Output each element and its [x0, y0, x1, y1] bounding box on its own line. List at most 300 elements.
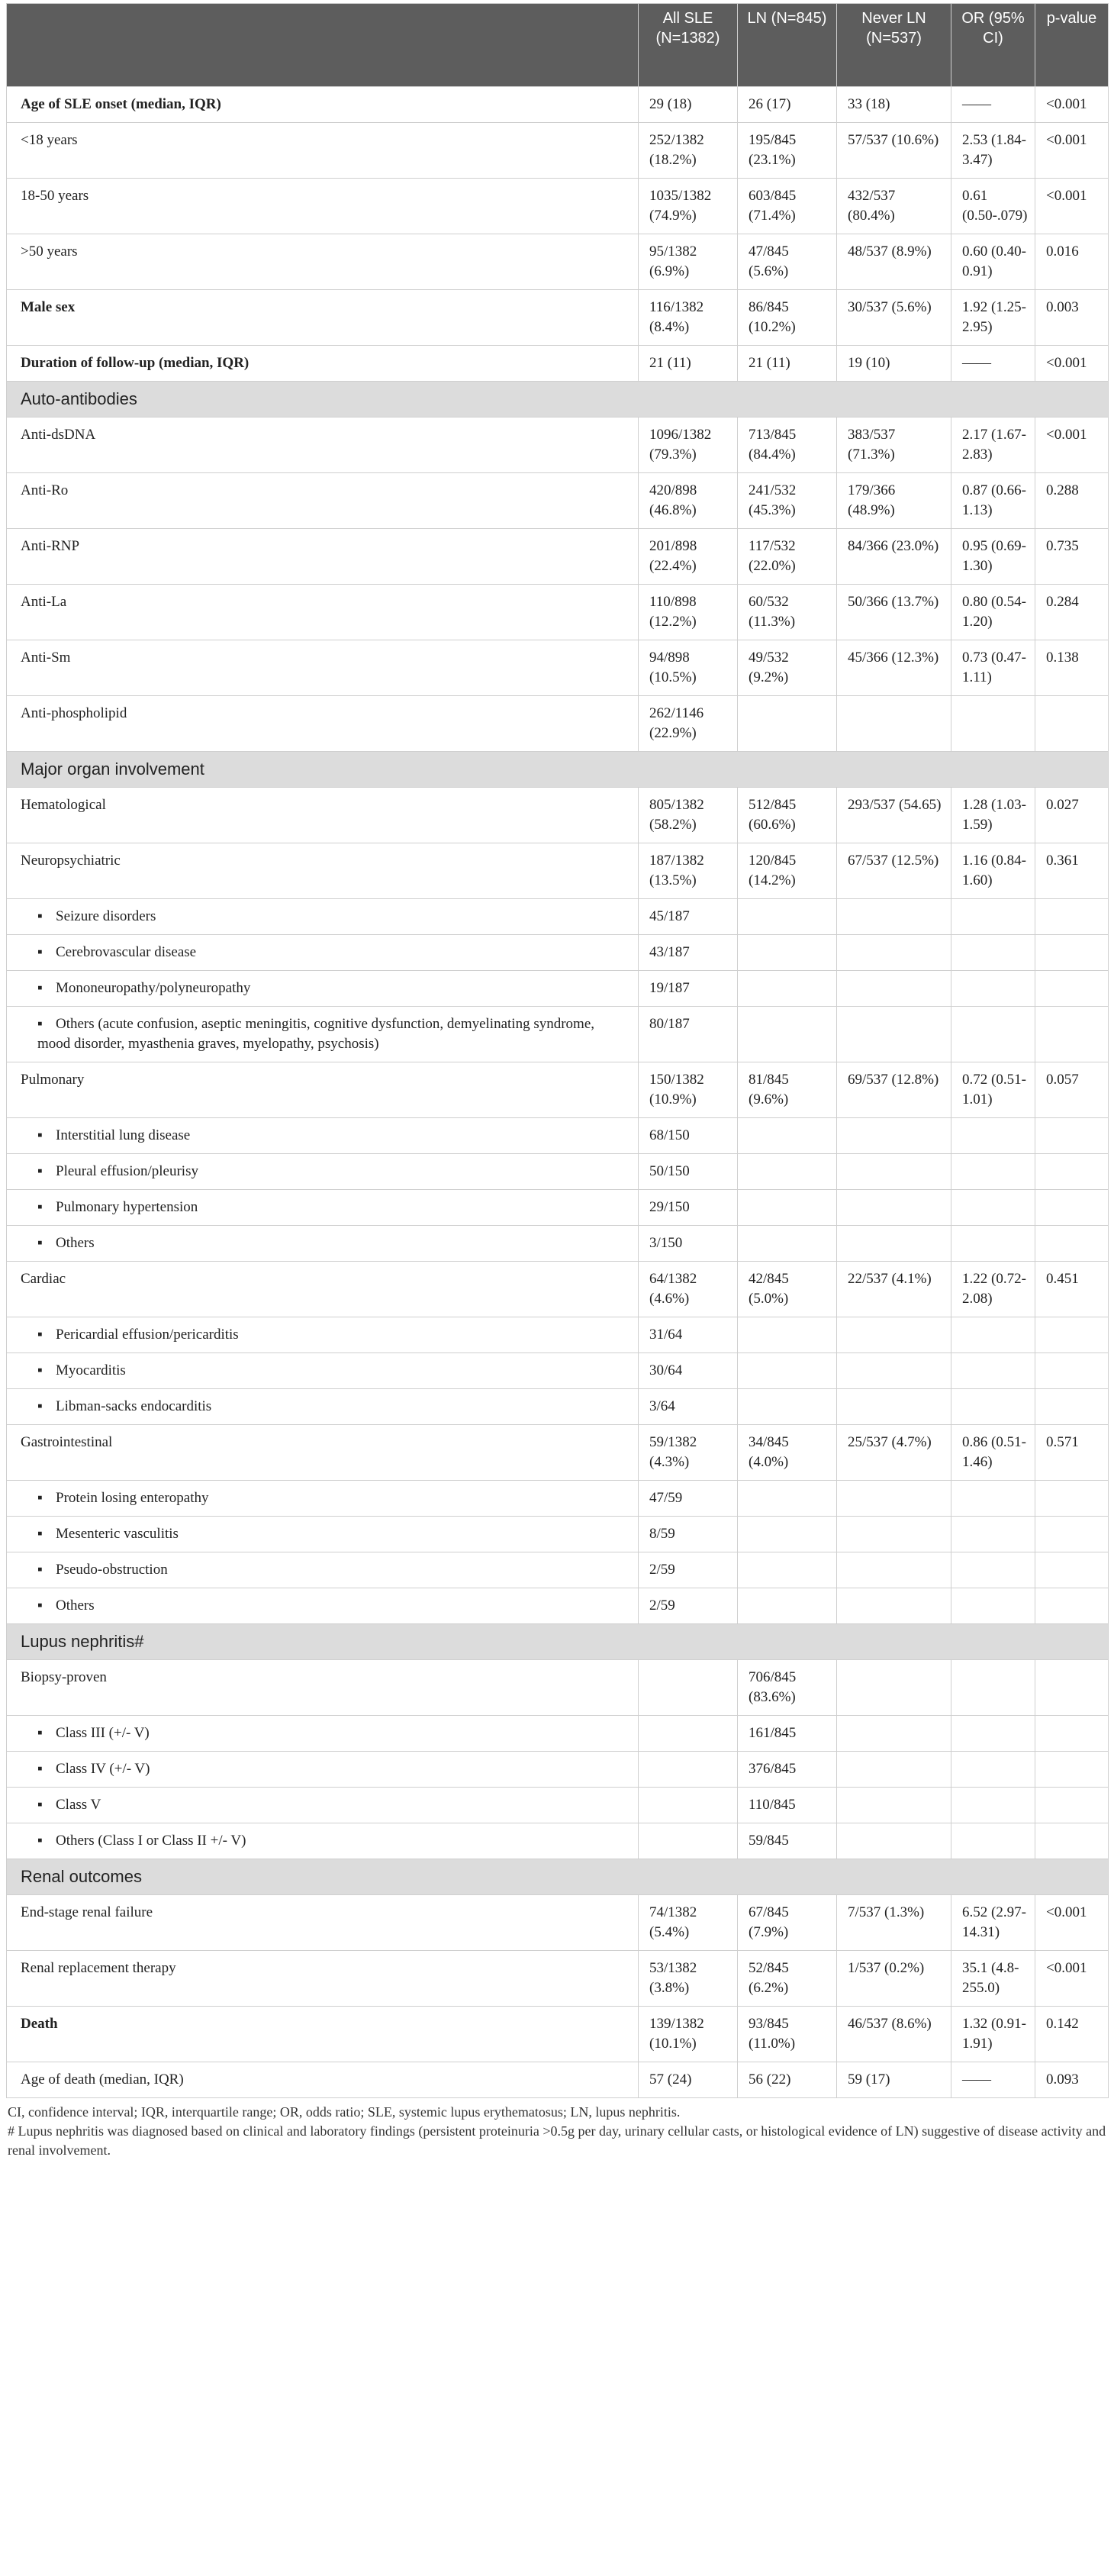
- value-cell: [951, 1660, 1035, 1716]
- value-cell: [1035, 1389, 1109, 1425]
- value-cell: 0.142: [1035, 2007, 1109, 2062]
- value-cell: 512/845 (60.6%): [738, 788, 837, 843]
- value-cell: [951, 971, 1035, 1007]
- bullet-icon: ▪: [37, 1163, 43, 1179]
- bullet-icon: ▪: [37, 1526, 43, 1542]
- row-label: Hematological: [7, 788, 639, 843]
- table-row: [7, 529, 1109, 585]
- row-label: [7, 1007, 639, 1062]
- table-row: [7, 1007, 1109, 1062]
- table-row: [7, 1154, 1109, 1190]
- row-label: Age of death (median, IQR): [7, 2062, 639, 2098]
- value-cell: 0.016: [1035, 234, 1109, 290]
- bullet-icon: ▪: [37, 980, 43, 996]
- row-label-text: Seizure disorders: [56, 908, 156, 924]
- row-label-text: Pulmonary hypertension: [56, 1199, 198, 1215]
- value-cell: [951, 1588, 1035, 1624]
- row-label-text: Cerebrovascular disease: [56, 944, 197, 960]
- value-cell: 50/366 (13.7%): [837, 585, 951, 640]
- bullet-icon: ▪: [37, 1598, 43, 1614]
- row-label: Anti-Ro: [7, 473, 639, 529]
- table-row: [7, 640, 1109, 696]
- value-cell: [639, 1823, 738, 1859]
- row-label-text: Pseudo-obstruction: [56, 1562, 168, 1578]
- value-cell: 2/59: [639, 1552, 738, 1588]
- value-cell: [837, 1552, 951, 1588]
- value-cell: [1035, 696, 1109, 752]
- value-cell: [951, 1118, 1035, 1154]
- value-cell: [1035, 1007, 1109, 1062]
- value-cell: [837, 1007, 951, 1062]
- value-cell: 86/845 (10.2%): [738, 290, 837, 346]
- table-row: [7, 1226, 1109, 1262]
- value-cell: <0.001: [1035, 346, 1109, 382]
- value-cell: [837, 1317, 951, 1353]
- value-cell: 0.003: [1035, 290, 1109, 346]
- table-row: [7, 1716, 1109, 1752]
- value-cell: 45/366 (12.3%): [837, 640, 951, 696]
- value-cell: 52/845 (6.2%): [738, 1951, 837, 2007]
- value-cell: <0.001: [1035, 418, 1109, 473]
- value-cell: 30/537 (5.6%): [837, 290, 951, 346]
- bullet-icon: ▪: [37, 1398, 43, 1414]
- value-cell: 60/532 (11.3%): [738, 585, 837, 640]
- value-cell: [738, 1154, 837, 1190]
- row-label: <18 years: [7, 123, 639, 179]
- bullet-icon: ▪: [37, 1362, 43, 1378]
- value-cell: 187/1382 (13.5%): [639, 843, 738, 899]
- value-cell: [951, 1154, 1035, 1190]
- row-label: Gastrointestinal: [7, 1425, 639, 1481]
- value-cell: 21 (11): [738, 346, 837, 382]
- value-cell: 1.16 (0.84-1.60): [951, 843, 1035, 899]
- value-cell: 95/1382 (6.9%): [639, 234, 738, 290]
- table-row: [7, 346, 1109, 382]
- value-cell: 46/537 (8.6%): [837, 2007, 951, 2062]
- value-cell: [738, 1389, 837, 1425]
- section-label: Major organ involvement: [7, 752, 1109, 788]
- row-label: Anti-phospholipid: [7, 696, 639, 752]
- row-label: [7, 1389, 639, 1425]
- value-cell: 2.17 (1.67-2.83): [951, 418, 1035, 473]
- value-cell: [837, 1823, 951, 1859]
- value-cell: 8/59: [639, 1517, 738, 1552]
- header-cell-ln: LN (N=845): [738, 4, 837, 87]
- value-cell: 30/64: [639, 1353, 738, 1389]
- table-row: [7, 585, 1109, 640]
- value-cell: 376/845: [738, 1752, 837, 1788]
- row-label-text: Class IV (+/- V): [56, 1761, 150, 1777]
- value-cell: 117/532 (22.0%): [738, 529, 837, 585]
- value-cell: [1035, 1660, 1109, 1716]
- value-cell: 383/537 (71.3%): [837, 418, 951, 473]
- bullet-icon: ▪: [37, 1797, 43, 1813]
- value-cell: 179/366 (48.9%): [837, 473, 951, 529]
- row-label-text: Others: [56, 1235, 95, 1251]
- row-label-text: Pericardial effusion/pericarditis: [56, 1327, 239, 1343]
- bullet-icon: ▪: [37, 1761, 43, 1777]
- value-cell: [837, 1481, 951, 1517]
- value-cell: 0.284: [1035, 585, 1109, 640]
- value-cell: 19/187: [639, 971, 738, 1007]
- value-cell: [951, 1752, 1035, 1788]
- value-cell: 116/1382 (8.4%): [639, 290, 738, 346]
- value-cell: [738, 696, 837, 752]
- value-cell: 59/845: [738, 1823, 837, 1859]
- table-row: [7, 1353, 1109, 1389]
- value-cell: 603/845 (71.4%): [738, 179, 837, 234]
- value-cell: 0.027: [1035, 788, 1109, 843]
- value-cell: [1035, 971, 1109, 1007]
- row-label-text: Mesenteric vasculitis: [56, 1526, 179, 1542]
- header-cell-or: OR (95% CI): [951, 4, 1035, 87]
- value-cell: 45/187: [639, 899, 738, 935]
- row-label-text: Pleural effusion/pleurisy: [56, 1163, 198, 1179]
- bullet-icon: ▪: [37, 1725, 43, 1741]
- header-cell-never-ln: Never LN (N=537): [837, 4, 951, 87]
- value-cell: 201/898 (22.4%): [639, 529, 738, 585]
- value-cell: [951, 1007, 1035, 1062]
- value-cell: [639, 1716, 738, 1752]
- section-label: Renal outcomes: [7, 1859, 1109, 1895]
- value-cell: 42/845 (5.0%): [738, 1262, 837, 1317]
- header-cell-p-value: p-value: [1035, 4, 1109, 87]
- row-label-text: Class V: [56, 1797, 101, 1813]
- value-cell: 59/1382 (4.3%): [639, 1425, 738, 1481]
- value-cell: 1.92 (1.25-2.95): [951, 290, 1035, 346]
- table-row: [7, 179, 1109, 234]
- value-cell: 706/845 (83.6%): [738, 1660, 837, 1716]
- row-label: [7, 1154, 639, 1190]
- value-cell: 713/845 (84.4%): [738, 418, 837, 473]
- table-row: [7, 1517, 1109, 1552]
- row-label-text: Interstitial lung disease: [56, 1127, 191, 1143]
- value-cell: 6.52 (2.97-14.31): [951, 1895, 1035, 1951]
- row-label-text: Myocarditis: [56, 1362, 126, 1378]
- table-row: [7, 1895, 1109, 1951]
- value-cell: [738, 1226, 837, 1262]
- value-cell: 161/845: [738, 1716, 837, 1752]
- row-label: [7, 1788, 639, 1823]
- value-cell: [951, 1226, 1035, 1262]
- value-cell: 47/59: [639, 1481, 738, 1517]
- table-row: [7, 1951, 1109, 2007]
- table-row: [7, 1062, 1109, 1118]
- value-cell: 110/898 (12.2%): [639, 585, 738, 640]
- row-label: Male sex: [7, 290, 639, 346]
- value-cell: ––––: [951, 346, 1035, 382]
- value-cell: 68/150: [639, 1118, 738, 1154]
- value-cell: [738, 1317, 837, 1353]
- value-cell: 0.86 (0.51-1.46): [951, 1425, 1035, 1481]
- value-cell: [738, 1481, 837, 1517]
- value-cell: [837, 1517, 951, 1552]
- value-cell: ––––: [951, 87, 1035, 123]
- section-label: Lupus nephritis#: [7, 1624, 1109, 1660]
- value-cell: 0.80 (0.54-1.20): [951, 585, 1035, 640]
- row-label-text: Others (acute confusion, aseptic meningitis, cognitive dysfunction, demyelinating syndrome, mood disorder, myasthenia graves, myelopathy, psychosis): [37, 1016, 595, 1052]
- footnote-abbreviations: CI, confidence interval; IQR, interquartile range; OR, odds ratio; SLE, systemic lupus erythematosus; LN, lupus nephritis.: [8, 2104, 681, 2120]
- value-cell: 805/1382 (58.2%): [639, 788, 738, 843]
- value-cell: 94/898 (10.5%): [639, 640, 738, 696]
- value-cell: 22/537 (4.1%): [837, 1262, 951, 1317]
- value-cell: 35.1 (4.8-255.0): [951, 1951, 1035, 2007]
- row-label: [7, 1353, 639, 1389]
- value-cell: 1.28 (1.03-1.59): [951, 788, 1035, 843]
- row-label: Age of SLE onset (median, IQR): [7, 87, 639, 123]
- value-cell: 57/537 (10.6%): [837, 123, 951, 179]
- value-cell: 21 (11): [639, 346, 738, 382]
- table-row: [7, 1389, 1109, 1425]
- value-cell: 0.735: [1035, 529, 1109, 585]
- value-cell: [738, 1190, 837, 1226]
- bullet-icon: ▪: [37, 1833, 43, 1849]
- bullet-icon: ▪: [37, 1490, 43, 1506]
- value-cell: 67/537 (12.5%): [837, 843, 951, 899]
- row-label-text: Class III (+/- V): [56, 1725, 150, 1741]
- value-cell: 3/64: [639, 1389, 738, 1425]
- table-row: [7, 1190, 1109, 1226]
- value-cell: 1.22 (0.72-2.08): [951, 1262, 1035, 1317]
- table-row: [7, 1823, 1109, 1859]
- row-label: End-stage renal failure: [7, 1895, 639, 1951]
- bullet-icon: ▪: [37, 944, 43, 960]
- value-cell: [951, 935, 1035, 971]
- value-cell: [1035, 899, 1109, 935]
- value-cell: [837, 1353, 951, 1389]
- value-cell: [951, 1353, 1035, 1389]
- value-cell: 0.138: [1035, 640, 1109, 696]
- value-cell: 0.72 (0.51-1.01): [951, 1062, 1035, 1118]
- value-cell: [951, 1788, 1035, 1823]
- value-cell: [837, 1226, 951, 1262]
- table-header-row: [7, 4, 1109, 87]
- value-cell: 0.60 (0.40-0.91): [951, 234, 1035, 290]
- value-cell: 120/845 (14.2%): [738, 843, 837, 899]
- row-label: Cardiac: [7, 1262, 639, 1317]
- table-row: [7, 971, 1109, 1007]
- value-cell: [738, 1588, 837, 1624]
- table-row: [7, 1752, 1109, 1788]
- value-cell: [1035, 1353, 1109, 1389]
- value-cell: [1035, 1154, 1109, 1190]
- value-cell: 47/845 (5.6%): [738, 234, 837, 290]
- value-cell: 69/537 (12.8%): [837, 1062, 951, 1118]
- value-cell: [738, 1353, 837, 1389]
- value-cell: 0.361: [1035, 843, 1109, 899]
- value-cell: [1035, 1317, 1109, 1353]
- table-row: [7, 1425, 1109, 1481]
- value-cell: <0.001: [1035, 123, 1109, 179]
- value-cell: 50/150: [639, 1154, 738, 1190]
- value-cell: [738, 935, 837, 971]
- value-cell: [951, 1389, 1035, 1425]
- row-label: [7, 1588, 639, 1624]
- value-cell: 33 (18): [837, 87, 951, 123]
- value-cell: [951, 1190, 1035, 1226]
- value-cell: [1035, 1752, 1109, 1788]
- row-label-text: Mononeuropathy/polyneuropathy: [56, 980, 251, 996]
- value-cell: 84/366 (23.0%): [837, 529, 951, 585]
- row-label: Pulmonary: [7, 1062, 639, 1118]
- row-label: Biopsy-proven: [7, 1660, 639, 1716]
- value-cell: [1035, 1118, 1109, 1154]
- table-row: [7, 1588, 1109, 1624]
- value-cell: [837, 1389, 951, 1425]
- value-cell: [1035, 1226, 1109, 1262]
- value-cell: [837, 1660, 951, 1716]
- value-cell: <0.001: [1035, 87, 1109, 123]
- value-cell: 1/537 (0.2%): [837, 1951, 951, 2007]
- value-cell: 0.87 (0.66-1.13): [951, 473, 1035, 529]
- value-cell: 1.32 (0.91-1.91): [951, 2007, 1035, 2062]
- row-label: Anti-dsDNA: [7, 418, 639, 473]
- row-label: [7, 1552, 639, 1588]
- value-cell: [738, 1007, 837, 1062]
- value-cell: 56 (22): [738, 2062, 837, 2098]
- value-cell: 241/532 (45.3%): [738, 473, 837, 529]
- value-cell: 34/845 (4.0%): [738, 1425, 837, 1481]
- value-cell: 262/1146 (22.9%): [639, 696, 738, 752]
- value-cell: 57 (24): [639, 2062, 738, 2098]
- table-row: [7, 696, 1109, 752]
- value-cell: 252/1382 (18.2%): [639, 123, 738, 179]
- value-cell: [951, 1517, 1035, 1552]
- value-cell: 43/187: [639, 935, 738, 971]
- value-cell: 29/150: [639, 1190, 738, 1226]
- value-cell: [951, 1552, 1035, 1588]
- row-label: [7, 1317, 639, 1353]
- value-cell: 139/1382 (10.1%): [639, 2007, 738, 2062]
- value-cell: [639, 1788, 738, 1823]
- value-cell: 93/845 (11.0%): [738, 2007, 837, 2062]
- table-row: [7, 2062, 1109, 2098]
- value-cell: [738, 1552, 837, 1588]
- table-row: [7, 935, 1109, 971]
- value-cell: 67/845 (7.9%): [738, 1895, 837, 1951]
- value-cell: 0.61 (0.50-.079): [951, 179, 1035, 234]
- section-row: [7, 1624, 1109, 1660]
- table-row: [7, 1552, 1109, 1588]
- value-cell: <0.001: [1035, 1895, 1109, 1951]
- value-cell: ––––: [951, 2062, 1035, 2098]
- value-cell: [1035, 1552, 1109, 1588]
- value-cell: 1035/1382 (74.9%): [639, 179, 738, 234]
- value-cell: [837, 1788, 951, 1823]
- table-row: [7, 1660, 1109, 1716]
- value-cell: 0.571: [1035, 1425, 1109, 1481]
- table-row: [7, 290, 1109, 346]
- row-label: Anti-RNP: [7, 529, 639, 585]
- table-body: [7, 87, 1109, 2098]
- table-row: [7, 788, 1109, 843]
- value-cell: [837, 899, 951, 935]
- value-cell: [951, 1823, 1035, 1859]
- row-label: Renal replacement therapy: [7, 1951, 639, 2007]
- row-label: [7, 1517, 639, 1552]
- value-cell: [837, 1154, 951, 1190]
- value-cell: [1035, 1481, 1109, 1517]
- value-cell: [738, 1517, 837, 1552]
- row-label-text: Libman-sacks endocarditis: [56, 1398, 212, 1414]
- section-label: Auto-antibodies: [7, 382, 1109, 418]
- value-cell: 80/187: [639, 1007, 738, 1062]
- value-cell: [738, 1118, 837, 1154]
- bullet-icon: ▪: [37, 908, 43, 924]
- value-cell: 110/845: [738, 1788, 837, 1823]
- value-cell: 0.95 (0.69-1.30): [951, 529, 1035, 585]
- table-row: [7, 473, 1109, 529]
- row-label: [7, 971, 639, 1007]
- header-cell-0: [7, 4, 639, 87]
- bullet-icon: ▪: [37, 1199, 43, 1215]
- value-cell: [1035, 935, 1109, 971]
- table-row: [7, 87, 1109, 123]
- value-cell: 74/1382 (5.4%): [639, 1895, 738, 1951]
- value-cell: 29 (18): [639, 87, 738, 123]
- bullet-icon: ▪: [37, 1016, 43, 1032]
- value-cell: 26 (17): [738, 87, 837, 123]
- table-row: [7, 899, 1109, 935]
- row-label: [7, 935, 639, 971]
- value-cell: 0.73 (0.47-1.11): [951, 640, 1035, 696]
- value-cell: [1035, 1588, 1109, 1624]
- row-label: [7, 1190, 639, 1226]
- footnote-lupus-nephritis: # Lupus nephritis was diagnosed based on clinical and laboratory findings (persistent proteinuria >0.5g per day, urinary cellular casts, or histological evidence of LN) suggestive of disease activity and renal involvement.: [8, 2123, 1106, 2158]
- value-cell: [738, 899, 837, 935]
- value-cell: 19 (10): [837, 346, 951, 382]
- value-cell: <0.001: [1035, 1951, 1109, 2007]
- row-label-text: Others (Class I or Class II +/- V): [56, 1833, 246, 1849]
- table-row: [7, 418, 1109, 473]
- value-cell: 31/64: [639, 1317, 738, 1353]
- section-row: [7, 752, 1109, 788]
- value-cell: [837, 1588, 951, 1624]
- row-label: [7, 1118, 639, 1154]
- row-label: [7, 1226, 639, 1262]
- value-cell: <0.001: [1035, 179, 1109, 234]
- row-label: Anti-La: [7, 585, 639, 640]
- value-cell: 432/537 (80.4%): [837, 179, 951, 234]
- value-cell: [951, 899, 1035, 935]
- table-row: [7, 1317, 1109, 1353]
- value-cell: [1035, 1517, 1109, 1552]
- table-row: [7, 1262, 1109, 1317]
- row-label: [7, 1716, 639, 1752]
- value-cell: 2/59: [639, 1588, 738, 1624]
- value-cell: 53/1382 (3.8%): [639, 1951, 738, 2007]
- value-cell: 150/1382 (10.9%): [639, 1062, 738, 1118]
- table-row: [7, 123, 1109, 179]
- value-cell: 48/537 (8.9%): [837, 234, 951, 290]
- value-cell: [639, 1660, 738, 1716]
- bullet-icon: ▪: [37, 1127, 43, 1143]
- value-cell: 2.53 (1.84-3.47): [951, 123, 1035, 179]
- value-cell: [1035, 1823, 1109, 1859]
- row-label: [7, 1481, 639, 1517]
- value-cell: [951, 1481, 1035, 1517]
- value-cell: [837, 971, 951, 1007]
- value-cell: 64/1382 (4.6%): [639, 1262, 738, 1317]
- value-cell: 0.451: [1035, 1262, 1109, 1317]
- bullet-icon: ▪: [37, 1327, 43, 1343]
- value-cell: 59 (17): [837, 2062, 951, 2098]
- value-cell: [1035, 1716, 1109, 1752]
- table-row: [7, 2007, 1109, 2062]
- row-label: [7, 1823, 639, 1859]
- value-cell: [951, 696, 1035, 752]
- row-label: [7, 1752, 639, 1788]
